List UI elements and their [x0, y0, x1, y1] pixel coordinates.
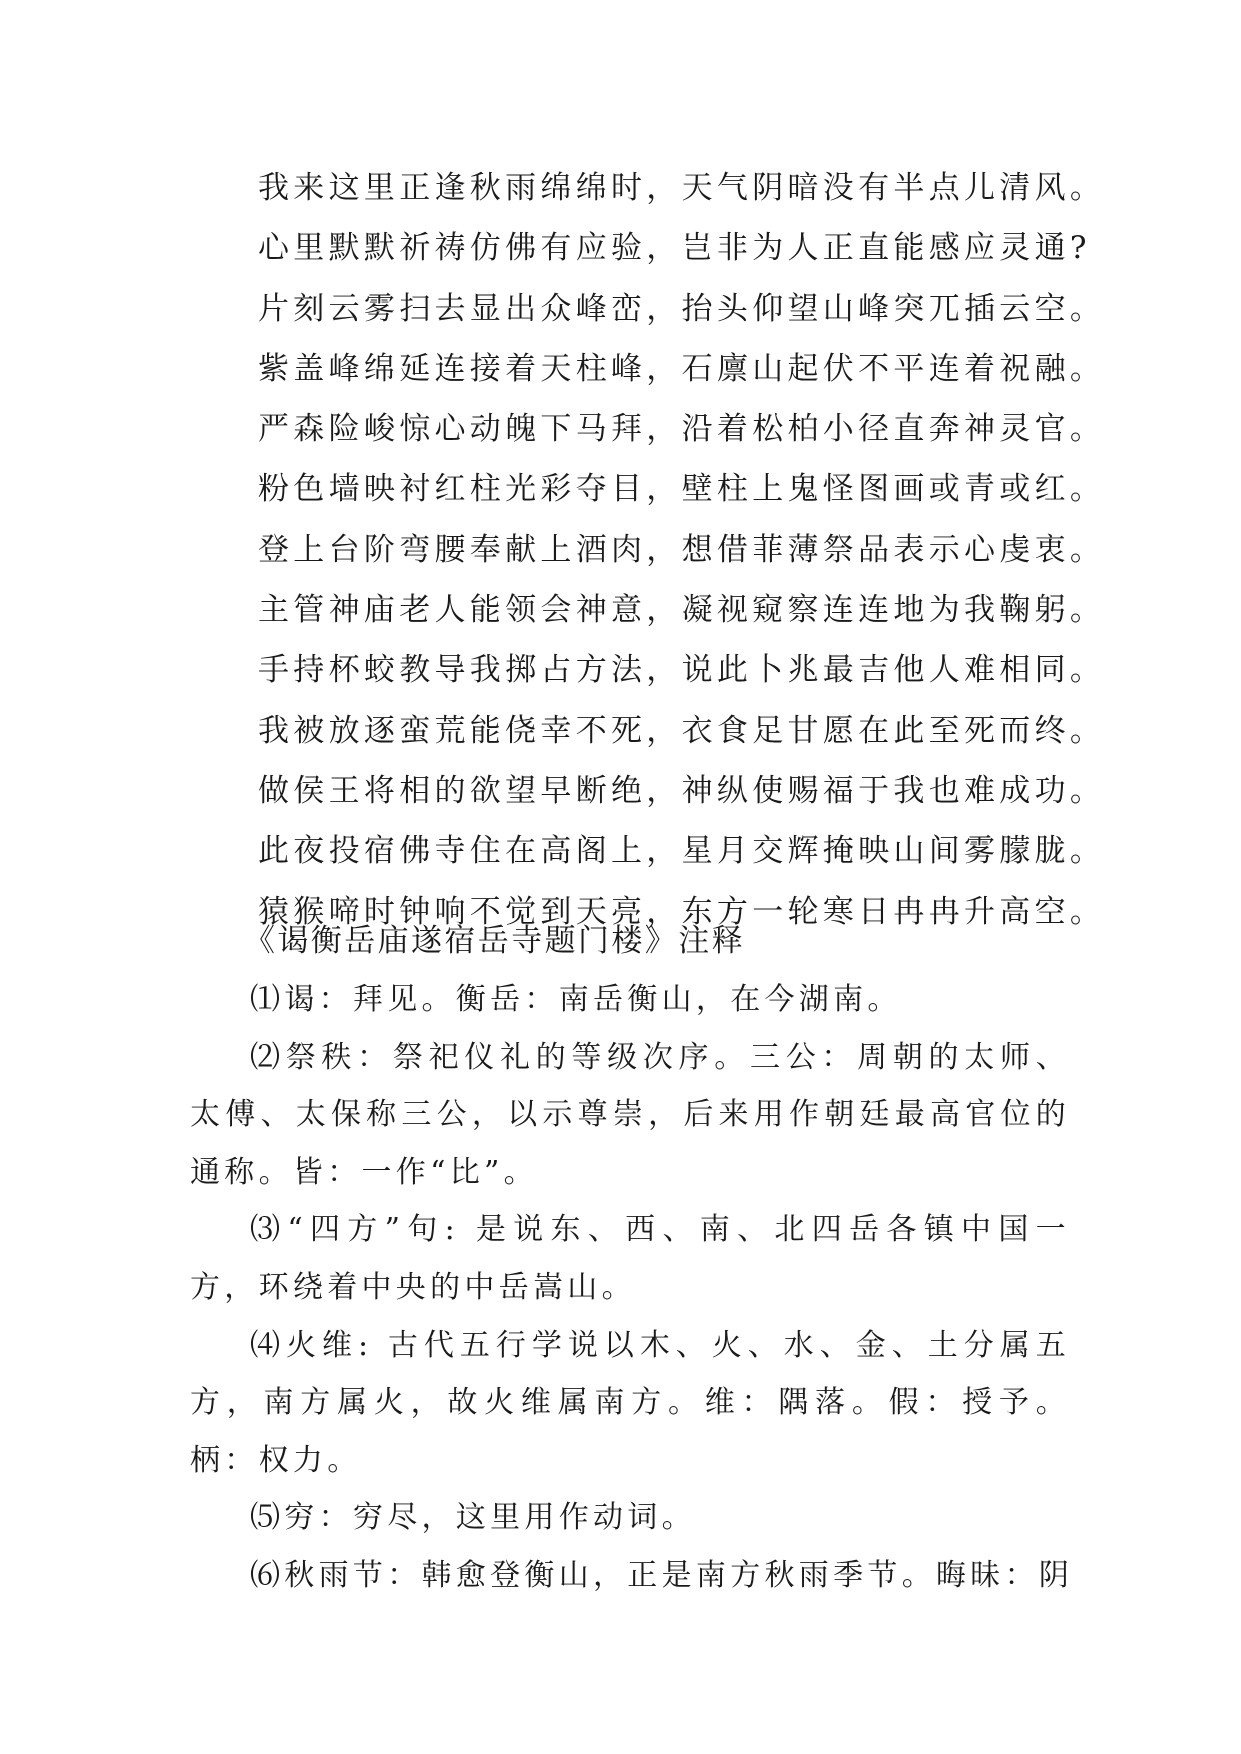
verse-line: 心里默默祈祷仿佛有应验，岂非为人正直能感应灵通?: [258, 230, 1091, 267]
annotations-section: [190, 911, 1074, 1605]
poem-translation: [258, 158, 1106, 942]
verse-line: 严森险峻惊心动魄下马拜，沿着松柏小径直奔神灵官。: [258, 411, 1106, 448]
verse-line: 猿猴啼时钟响不觉到天亮，东方一轮寒日冉冉升高空。: [258, 893, 1106, 930]
verse-line: 我被放逐蛮荒能侥幸不死，衣食足甘愿在此至死而终。: [258, 712, 1106, 749]
annotation-item: ⑷火维: 古代五行学说以木、火、水、金、土分属五方，南方属火，故火维属南方。维：隅落。假：授予。柄：权力。: [190, 1327, 1070, 1478]
verse-line: 手持杯蛟教导我掷占方法，说此卜兆最吉他人难相同。: [258, 652, 1106, 689]
annotation-item: ⑹秋雨节：韩愈登衡山，正是南方秋雨季节。晦昧：阴: [250, 1557, 1074, 1593]
annotation-item: ⑸穷：穷尽，这里用作动词。: [250, 1500, 696, 1536]
verse-line: 粉色墙映衬红柱光彩夺目，壁柱上鬼怪图画或青或红。: [258, 471, 1106, 508]
verse-line: 主管神庙老人能领会神意，凝视窥察连连地为我鞠躬。: [258, 592, 1106, 629]
verse-line: 登上台阶弯腰奉献上酒肉，想借菲薄祭品表示心虔衷。: [258, 531, 1106, 568]
verse-line: 此夜投宿佛寺住在高阁上，星月交辉掩映山间雾朦胧。: [258, 833, 1106, 870]
annotation-item: ⑴谒：拜见。衡岳：南岳衡山，在今湖南。: [250, 982, 902, 1017]
annotation-item: ⑵祭秩：祭祀仪礼的等级次序。三公：周朝的太师、太傅、太保称三公，以示尊崇，后来用作朝廷最高官位的通称。皆：一作“比”。: [190, 1039, 1070, 1190]
verse-line: 紫盖峰绵延连接着天柱峰，石廪山起伏不平连着祝融。: [258, 350, 1106, 387]
verse-line: 做侯王将相的欲望早断绝，神纵使赐福于我也难成功。: [258, 772, 1106, 809]
annotations-title: 《谒衡岳庙遂宿岳寺题门楼》注释: [244, 923, 745, 959]
verse-line: 我来这里正逢秋雨绵绵时，天气阴暗没有半点儿清风。: [258, 170, 1106, 206]
verse-line: 片刻云雾扫去显出众峰峦，抬头仰望山峰突兀插云空。: [258, 290, 1106, 327]
annotation-item: ⑶“四方”句: 是说东、西、南、北四岳各镇中国一方，环绕着中央的中岳嵩山。: [190, 1212, 1070, 1305]
